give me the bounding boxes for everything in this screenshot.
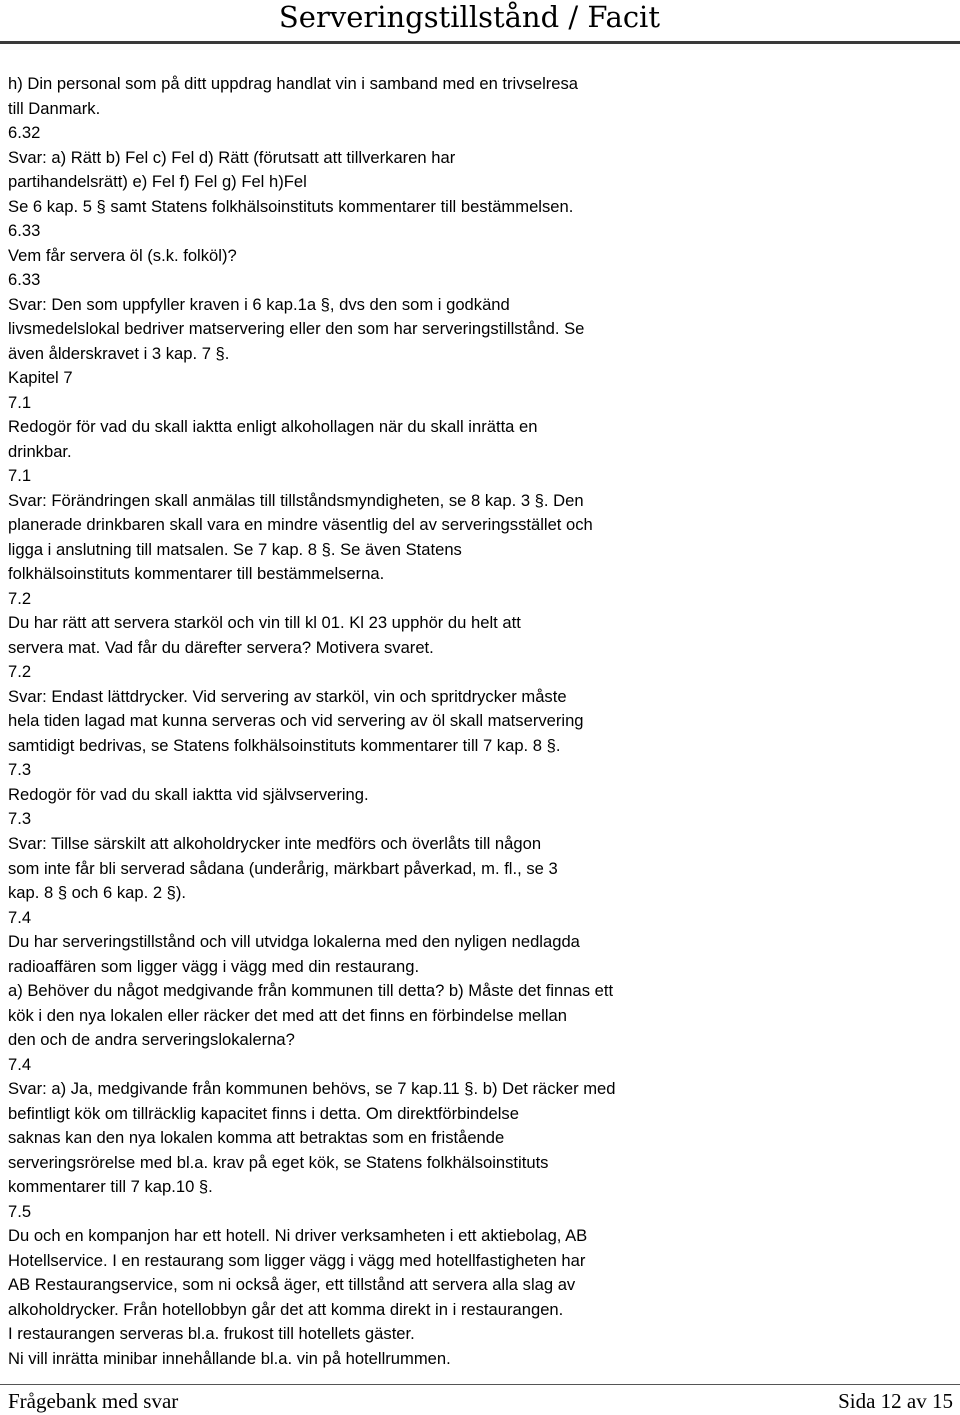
- text-line: Redogör för vad du skall iaktta enligt alkohollagen när du skall inrätta en: [8, 417, 538, 437]
- text-line: Svar: Tillse särskilt att alkoholdrycker inte medförs och överlåts till någon: [8, 833, 542, 853]
- text-line: alkoholdrycker. Från hotellobbyn går det att komma direkt in i restaurangen.: [8, 1299, 564, 1319]
- document-body: [8, 72, 708, 1371]
- text-line: 7.3: [8, 809, 32, 829]
- text-line: I restaurangen serveras bl.a. frukost till hotellets gäster.: [8, 1324, 415, 1344]
- text-line: servera mat. Vad får du därefter servera? Motivera svaret.: [8, 637, 434, 657]
- text-line: partihandelsrätt) e) Fel f) Fel g) Fel h)Fel: [8, 172, 307, 192]
- text-line: samtidigt bedrivas, se Statens folkhälsoinstituts kommentarer till 7 kap. 8 §.: [8, 735, 561, 755]
- text-line: Svar: Förändringen skall anmälas till tillståndsmyndigheten, se 8 kap. 3 §. Den: [8, 490, 584, 510]
- text-line: AB Restaurangservice, som ni också äger, ett tillstånd att servera alla slag av: [8, 1275, 576, 1295]
- text-line: Redogör för vad du skall iaktta vid självservering.: [8, 784, 369, 804]
- text-line: den och de andra serveringslokalerna?: [8, 1030, 295, 1050]
- footer-page-number: Sida 12 av 15: [838, 1389, 953, 1413]
- text-line: Svar: Den som uppfyller kraven i 6 kap.1a §, dvs den som i godkänd: [8, 294, 510, 314]
- text-line: 7.5: [8, 1201, 32, 1221]
- text-line: 7.1: [8, 392, 32, 412]
- text-line: kommentarer till 7 kap.10 §.: [8, 1177, 213, 1197]
- text-line: Hotellservice. I en restaurang som ligger vägg i vägg med hotellfastigheten har: [8, 1250, 586, 1270]
- text-line: Svar: a) Rätt b) Fel c) Fel d) Rätt (förutsatt att tillverkaren har: [8, 147, 456, 167]
- footer-document-name: Frågebank med svar: [8, 1389, 179, 1413]
- text-line: Svar: Endast lättdrycker. Vid servering av starköl, vin och spritdrycker måste: [8, 686, 567, 706]
- text-line: kök i den nya lokalen eller räcker det med att det finns en förbindelse mellan: [8, 1005, 567, 1025]
- text-line: befintligt kök om tillräcklig kapacitet finns i detta. Om direktförbindelse: [8, 1103, 519, 1123]
- footer-divider: [0, 1384, 960, 1385]
- text-line: ligga i anslutning till matsalen. Se 7 kap. 8 §. Se även Statens: [8, 539, 462, 559]
- text-line: 7.4: [8, 907, 32, 927]
- text-line: till Danmark.: [8, 98, 101, 118]
- text-line: Se 6 kap. 5 § samt Statens folkhälsoinstituts kommentarer till bestämmelsen.: [8, 196, 574, 216]
- text-line: hela tiden lagad mat kunna serveras och vid servering av öl skall matservering: [8, 711, 584, 731]
- text-line: kap. 8 § och 6 kap. 2 §).: [8, 883, 187, 903]
- text-line: drinkbar.: [8, 441, 72, 461]
- text-line: Kapitel 7: [8, 368, 73, 388]
- text-line: Ni vill inrätta minibar innehållande bl.a. vin på hotellrummen.: [8, 1348, 451, 1368]
- text-line: saknas kan den nya lokalen komma att betraktas som en fristående: [8, 1128, 505, 1148]
- text-line: 6.33: [8, 270, 41, 290]
- text-line: Du har serveringstillstånd och vill utvidga lokalerna med den nyligen nedlagda: [8, 932, 580, 952]
- text-line: 7.4: [8, 1054, 32, 1074]
- page-header-title: Serveringstillstånd / Facit: [278, 0, 660, 34]
- text-line: 7.3: [8, 760, 32, 780]
- text-line: Du har rätt att servera starköl och vin till kl 01. Kl 23 upphör du helt att: [8, 613, 521, 633]
- text-line: 7.2: [8, 662, 32, 682]
- header-divider: [0, 41, 960, 44]
- text-line: även ålderskravet i 3 kap. 7 §.: [8, 343, 230, 363]
- text-line: som inte får bli serverad sådana (underårig, märkbart påverkad, m. fl., se 3: [8, 858, 558, 878]
- text-line: radioaffären som ligger vägg i vägg med din restaurang.: [8, 956, 420, 976]
- text-line: serveringsrörelse med bl.a. krav på eget kök, se Statens folkhälsoinstituts: [8, 1152, 549, 1172]
- text-line: livsmedelslokal bedriver matservering eller den som har serveringstillstånd. Se: [8, 319, 585, 339]
- text-line: Du och en kompanjon har ett hotell. Ni driver verksamheten i ett aktiebolag, AB: [8, 1226, 588, 1246]
- text-line: 7.1: [8, 466, 32, 486]
- text-line: 6.32: [8, 123, 41, 143]
- text-line: a) Behöver du något medgivande från kommunen till detta? b) Måste det finnas ett: [8, 981, 614, 1001]
- text-line: Svar: a) Ja, medgivande från kommunen behövs, se 7 kap.11 §. b) Det räcker med: [8, 1079, 616, 1099]
- text-line: planerade drinkbaren skall vara en mindre väsentlig del av serveringsstället och: [8, 515, 593, 535]
- text-line: h) Din personal som på ditt uppdrag handlat vin i samband med en trivselresa: [8, 74, 579, 93]
- text-line: 7.2: [8, 588, 32, 608]
- text-line: 6.33: [8, 221, 41, 241]
- text-line: folkhälsoinstituts kommentarer till bestämmelserna.: [8, 564, 385, 584]
- text-line: Vem får servera öl (s.k. folköl)?: [8, 245, 237, 265]
